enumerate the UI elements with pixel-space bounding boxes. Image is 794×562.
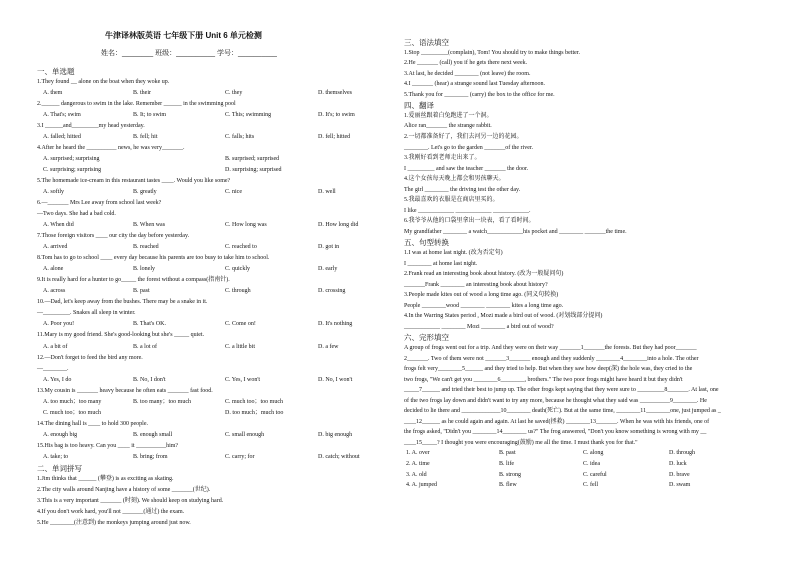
answer-option: C. fell <box>583 482 598 489</box>
answer-option: C. they <box>225 90 243 97</box>
question-line: 6.—_______ Mrs Lee away from school last week? <box>37 200 162 207</box>
question-line: two frogs, "We can't get you ________6________, brothers." The two poor frogs might have heard it but they didn't <box>404 376 683 383</box>
answer-option: D. surprising; surprised <box>225 167 282 174</box>
answer-option: C. This; swimming <box>225 112 272 119</box>
answer-option: A. That's; swim <box>43 112 81 119</box>
answer-option: D. big enough <box>318 431 353 438</box>
answer-option: D. well <box>318 189 336 196</box>
answer-option: B. a lot of <box>133 343 157 350</box>
section-heading: 三、语法填空 <box>404 38 449 47</box>
question-line: 10.—Dad, let's keep away from the bushes. There may be a snake in it. <box>37 299 208 306</box>
answer-option: C. quickly <box>225 266 250 273</box>
answer-option: D. brave <box>669 471 690 478</box>
question-line: frogs felt very________5______ and they tried to help. But when they saw how deep(深) the hole was, they cried to the <box>404 366 693 373</box>
answer-option: A. alone <box>43 266 64 273</box>
question-line: The girl ________ the driving test the other day. <box>404 186 521 193</box>
question-line: 3.This is a very important _______ (时刻). We should keep on studying hard. <box>37 497 224 504</box>
question-line: Alice ran_______ the strange rabbit. <box>404 123 492 130</box>
question-line: ____12______ as he could again and again. At last he saved(拯救) ________13_______. When he was with his friends, one of <box>404 418 710 425</box>
answer-option: C. through <box>225 288 251 295</box>
answer-option: B. surprised; surprised <box>225 156 280 163</box>
question-line: ____15_____? I thought you were encouraging(鼓励) me all the time. I must thank you for that." <box>404 439 638 446</box>
answer-option: A. surprised; surprising <box>43 156 100 163</box>
question-line: 8.Tom has to go to school ____ every day because his parents are too busy to take him to school. <box>37 255 270 262</box>
answer-option: A. too much；too many <box>43 398 102 405</box>
question-line: 15.His bag is too heavy. Can you ____ it __________him? <box>37 442 179 449</box>
answer-option: B. reached <box>133 244 159 251</box>
question-line: My grandfather ________ a watch____________his pocket and ________ _______the time. <box>404 228 627 235</box>
question-line: 1.爱丽丝跟着白兔跑进了一个洞。 <box>404 112 493 119</box>
answer-option: D. got in <box>318 244 340 251</box>
page-title: 牛津译林版英语 七年级下册 Unit 6 单元检测 <box>105 31 262 40</box>
answer-option: B. When was <box>133 222 166 229</box>
answer-option: B. flew <box>499 482 517 489</box>
question-line: —________. <box>37 365 69 372</box>
question-line: 4.In the Warring States period , Mozi made a bird out of wood. (对划线部分提问) <box>404 313 603 320</box>
answer-option: 3. A. old <box>406 471 427 478</box>
question-line: 4.After he heard the __________ news, he was very_______. <box>37 145 185 152</box>
answer-option: B. strong <box>499 471 522 478</box>
question-line: ____________ ________ Mozi ________ a bird out of wood? <box>404 323 554 330</box>
answer-option: C. nice <box>225 189 242 196</box>
answer-option: C. much too；too much <box>225 398 283 405</box>
answer-option: A. a bit of <box>43 343 68 350</box>
answer-option: C. small enough <box>225 431 265 438</box>
answer-option: C. reached to <box>225 244 257 251</box>
question-line: 2_______. Two of them were not _______3_______ enough and they suddenly ________4________into a hole. The other <box>404 355 699 362</box>
question-line: 2.He _______ (call) you if he gets there next week. <box>404 60 528 67</box>
answer-option: D. catch; without <box>318 453 360 460</box>
question-line: 4.If you don't work hard, you'll not _______(通过) the exam. <box>37 508 185 515</box>
question-line: 5.Thank you for ________ (carry) the box to the office for me. <box>404 91 555 98</box>
question-line: 2.一切都准备好了，我们去河另一边的花园。 <box>404 133 523 140</box>
question-line: I _________ and saw the teacher _______ the door. <box>404 165 529 172</box>
question-line: of the two frogs lay down and didn't want to try any more, because he thought what they said was __________9________. He <box>404 397 707 404</box>
answer-option: A. falled; hitted <box>43 134 81 141</box>
section-heading: 四、翻译 <box>404 101 434 111</box>
question-line: 9.It is really hard for a hunter to go_____ the forest without a compass(指南针). <box>37 277 230 284</box>
answer-option: C. along <box>583 450 604 457</box>
question-line: 1.They found __ alone on the boat when they woke up. <box>37 79 170 86</box>
answer-option: 1. A. over <box>406 450 430 457</box>
answer-option: C. Come on! <box>225 321 256 328</box>
answer-option: C. How long was <box>225 222 267 229</box>
question-line: 1.Jim thinks that ______ (攀登) is as exciting as skating. <box>37 475 174 482</box>
answer-option: B. enough small <box>133 431 173 438</box>
answer-option: D. fell; hitted <box>318 134 351 141</box>
answer-option: D. How long did <box>318 222 359 229</box>
answer-option: C. carry; for <box>225 453 255 460</box>
section-heading: 一、单选题 <box>37 67 75 76</box>
answer-option: B. lonely <box>133 266 155 273</box>
answer-option: D. luck <box>669 461 687 467</box>
answer-option: B. too many；too much <box>133 398 191 405</box>
question-line: 3.我刚好看到老师走出来了。 <box>404 155 481 162</box>
answer-option: A. softly <box>43 189 64 196</box>
question-line: 14.The dining hall is ____ to hold 300 people. <box>37 420 148 427</box>
answer-option: D. through <box>669 450 695 457</box>
answer-option: B. It; to swim <box>133 112 167 119</box>
answer-option: B. life <box>499 461 514 467</box>
answer-option: C. idea <box>583 461 600 467</box>
question-line: 5.He ________(注意到) the monkeys jumping around just now. <box>37 519 191 526</box>
question-line: 1.I was at home last night. (改为否定句) <box>404 250 503 256</box>
answer-option: B. fell; hit <box>133 134 158 141</box>
answer-option: B. past <box>499 450 516 457</box>
section-heading: 六、完形填空 <box>404 333 449 343</box>
question-line: 3.I ______and_________my head yesterday. <box>37 123 145 130</box>
answer-option: C. Yes, I won't <box>225 376 261 383</box>
answer-option: A. them <box>43 90 63 97</box>
student-info-line: 姓名：________ 班级：__________ 学号：__________ <box>101 50 277 57</box>
question-line: 11.Mary is my good friend. She's good-looking but she's _____ quiet. <box>37 332 205 339</box>
question-line: 2.The city walls around Nanjing have a history of some _______(世纪). <box>37 486 211 493</box>
question-line: the frogs asked, "Didn't you ________14________ us?" The frog answered, "Don't you know something is wrong with my __ <box>404 429 707 436</box>
section-heading: 二、单词拼写 <box>37 463 82 473</box>
answer-option: C. careful <box>583 471 607 478</box>
answer-option: A. Poor you! <box>43 321 75 328</box>
question-line: —Two days. She had a bad cold. <box>37 211 116 218</box>
answer-option: A. across <box>43 288 66 295</box>
answer-option: B. No, I don't <box>133 376 166 383</box>
question-line: I like ____________ ____________ ____________. <box>404 207 531 214</box>
question-line: People ________wood ________ ________ kites a long time ago. <box>404 302 564 309</box>
answer-option: D. early <box>318 266 338 273</box>
question-line: ________. Let's go to the garden _______of the river. <box>404 144 534 151</box>
answer-option: 2. A. time <box>406 461 430 467</box>
answer-option: D. themselves <box>318 90 352 97</box>
answer-option: B. past <box>133 288 150 295</box>
answer-option: A. enough big <box>43 431 78 438</box>
question-line: 1.Stop _________(complain), Tom! You should try to make things better. <box>404 49 580 56</box>
answer-option: C. much too；too much <box>43 409 101 416</box>
answer-option: A. Yes, I do <box>43 376 72 383</box>
question-line: 2.Frank read an interesting book about history. (改为一般疑问句) <box>404 271 564 278</box>
question-line: 13.My cousin is _______ heavy because he often eats _______ fast food. <box>37 387 213 394</box>
answer-option: C. surprising; surprising <box>43 167 102 174</box>
answer-option: D. It's nothing <box>318 321 353 328</box>
answer-option: B. their <box>133 90 151 97</box>
question-line: _____7______ and tried their best to jump up. The other frogs kept saying that they were sure to _________8_______. At last, one <box>404 387 719 394</box>
right-column <box>397 0 794 562</box>
question-line: 4.这个女孩每天晚上都会和男孩聊天。 <box>404 176 505 183</box>
answer-option: A. arrived <box>43 244 68 251</box>
question-line: 3.At last, he decided ________ (not leave) the room. <box>404 70 531 77</box>
answer-option: D. a few <box>318 343 339 350</box>
answer-option: D. No, I won't <box>318 376 353 383</box>
answer-option: B. That's OK. <box>133 321 166 328</box>
answer-option: C. a little bit <box>225 343 255 350</box>
answer-option: D. swam <box>669 482 691 489</box>
section-heading: 五、句型转换 <box>404 238 449 248</box>
answer-option: 4. A. jumped <box>406 482 437 489</box>
question-line: A group of frogs went out for a trip. And they were on their way _______1_______the forests. But they had poor_______ <box>404 344 697 351</box>
question-line: 5.The homemade ice-cream in this restaurant tastes ____. Would you like some? <box>37 178 231 185</box>
question-line: 3.People made kites out of wood a long time ago. (同义句转换) <box>404 292 559 299</box>
answer-option: D. too much；much too <box>225 409 284 416</box>
question-line: decided to lie there and _____________10________ death(死亡). But at the same time, ________11________one, just jumped as _ <box>404 408 721 415</box>
answer-option: A. take; to <box>43 453 69 460</box>
question-line: 2.______ dangerous to swim in the lake. Remember ______ in the swimming pool <box>37 101 236 108</box>
question-line: 5.我最喜欢的衣服是在商店里买的。 <box>404 197 499 204</box>
answer-option: D. It's; to swim <box>318 112 355 119</box>
question-line: 6.我爷爷从他的口袋里拿出一块表，看了看时间。 <box>404 218 535 225</box>
answer-option: C. falls; hits <box>225 134 255 141</box>
answer-option: D. crossing <box>318 288 346 295</box>
question-line: 7.Those foreign visitors ____ our city the day before yesterday. <box>37 233 190 240</box>
question-line: I ________ at home last night. <box>404 260 478 267</box>
answer-option: B. bring; from <box>133 453 168 460</box>
question-line: —_________. Snakes all sleep in winter. <box>37 310 136 317</box>
answer-option: B. greatly <box>133 189 157 196</box>
answer-option: A. When did <box>43 222 74 229</box>
question-line: _______Frank ________ an interesting book about history? <box>404 281 548 288</box>
question-line: 4.I _______ (hear) a strange sound last Tuesday afternoon. <box>404 81 545 88</box>
question-line: 12.—Don't forget to feed the bird any more. <box>37 354 143 361</box>
